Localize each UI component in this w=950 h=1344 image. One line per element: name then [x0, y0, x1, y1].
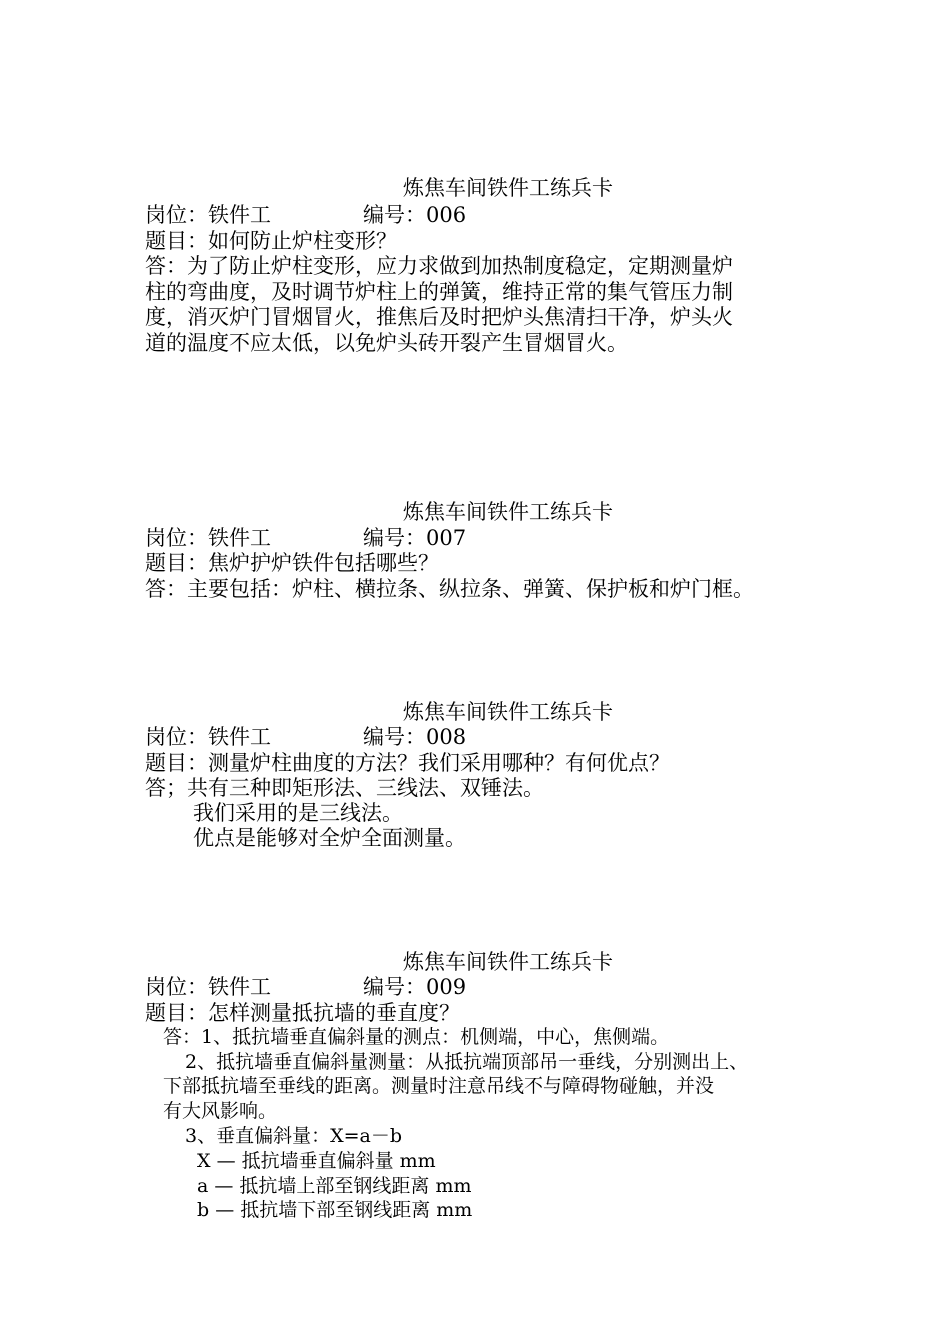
answer-line: 答；共有三种即矩形法、三线法、双锤法。 [145, 776, 544, 800]
answer-line: 我们采用的是三线法。 [193, 801, 403, 825]
post-label: 岗位：铁件工 [145, 526, 271, 550]
card-title: 炼焦车间铁件工练兵卡 [403, 950, 613, 974]
answer-line: 道的温度不应太低，以免炉头砖开裂产生冒烟冒火。 [145, 331, 628, 355]
post-label: 岗位：铁件工 [145, 725, 271, 749]
answer-line: 答：1、抵抗墙垂直偏斜量的测点：机侧端，中心，焦侧端。 [163, 1026, 670, 1048]
answer-line: 下部抵抗墙至垂线的距离。测量时注意吊线不与障碍物碰触，并没 [163, 1075, 715, 1097]
question: 题目：测量炉柱曲度的方法？我们采用哪种？有何优点？ [145, 751, 670, 775]
answer-line: 3、垂直偏斜量：X=a－b [185, 1125, 403, 1147]
answer-line: 答：为了防止炉柱变形，应力求做到加热制度稳定，定期测量炉 [145, 254, 733, 278]
answer-line: 2、抵抗墙垂直偏斜量测量：从抵抗端顶部吊一垂线，分别测出上、 [185, 1051, 749, 1073]
post-label: 岗位：铁件工 [145, 203, 271, 227]
post-label: 岗位：铁件工 [145, 975, 271, 999]
question: 题目：怎样测量抵抗墙的垂直度？ [145, 1001, 460, 1025]
card-number: 编号：008 [363, 725, 467, 749]
question: 题目：如何防止炉柱变形？ [145, 229, 397, 253]
answer-line: a — 抵抗墙上部至钢线距离 mm [197, 1175, 472, 1197]
answer-line: 有大风影响。 [163, 1100, 278, 1122]
answer-line: 优点是能够对全炉全面测量。 [193, 826, 466, 850]
answer-line: 度，消灭炉门冒烟冒火，推焦后及时把炉头焦清扫干净，炉头火 [145, 305, 733, 329]
card-title: 炼焦车间铁件工练兵卡 [403, 500, 613, 524]
card-number: 编号：007 [363, 526, 467, 550]
answer-line: 柱的弯曲度，及时调节炉柱上的弹簧，维持正常的集气管压力制 [145, 280, 733, 304]
card-number: 编号：009 [363, 975, 467, 999]
answer-line: X — 抵抗墙垂直偏斜量 mm [197, 1150, 436, 1172]
answer-line: 答：主要包括：炉柱、横拉条、纵拉条、弹簧、保护板和炉门框。 [145, 577, 754, 601]
card-title: 炼焦车间铁件工练兵卡 [403, 700, 613, 724]
question: 题目：焦炉护炉铁件包括哪些？ [145, 551, 439, 575]
card-title: 炼焦车间铁件工练兵卡 [403, 176, 613, 200]
card-number: 编号：006 [363, 203, 467, 227]
answer-line: b — 抵抗墙下部至钢线距离 mm [197, 1199, 473, 1221]
